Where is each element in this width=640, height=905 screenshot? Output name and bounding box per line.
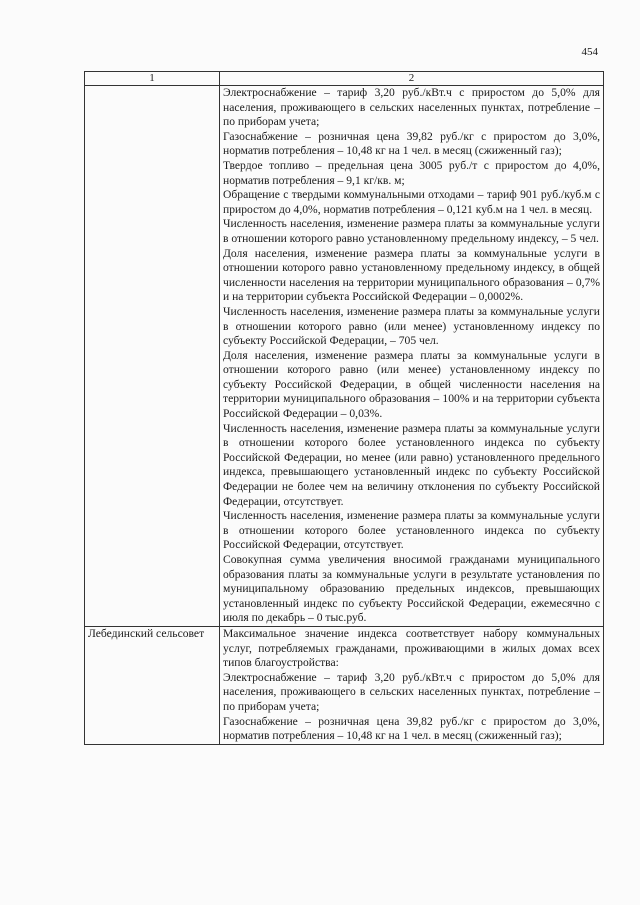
- paragraph-population-below-index: Численность населения, изменение размера платы за коммунальные услуги в отношении которого равно (или менее) установленному индексу по субъекту Российской Федерации, – 705 чел.: [223, 304, 600, 348]
- column-header-1: 1: [85, 72, 220, 86]
- paragraph-population-above: Численность населения, изменение размера платы за коммунальные услуги в отношении которого более установленного индекса по субъекту Российской Федерации, отсутствует.: [223, 509, 600, 552]
- column-header-2: 2: [220, 72, 604, 86]
- paragraph-share-below-index: Доля населения, изменение размера платы за коммунальные услуги в отношении которого равно (или менее) установленному индексу по субъекту Российской Федерации, в общей численности населения на территории муниципального образования – 100% и на территории субъекта Российской Федерации – 0,03%.: [223, 348, 600, 421]
- table-row: [85, 626, 604, 744]
- page-number: 454: [581, 46, 598, 58]
- description-cell: [220, 86, 604, 627]
- municipality-cell: Лебединский сельсовет: [85, 626, 220, 744]
- paragraph-electricity: Электроснабжение – тариф 3,20 руб./кВт.ч с приростом до 5,0% для населения, проживающего в сельских населенных пунктах, потребление – по приборам учета;: [223, 86, 600, 129]
- paragraph-max-index: Максимальное значение индекса соответствует набору коммунальных услуг, потребляемых гражданами, проживающими в жилых домах всех типов благоустройства:: [223, 626, 600, 670]
- municipality-cell: [85, 86, 220, 627]
- table-header-row: [85, 72, 604, 86]
- paragraph-gas: Газоснабжение – розничная цена 39,82 руб./кг с приростом до 3,0%, норматив потребления – 10,48 кг на 1 чел. в месяц (сжиженный газ);: [223, 129, 600, 158]
- paragraph-share-equal-limit: Доля населения, изменение размера платы за коммунальные услуги в отношении которого равно установленному предельному индексу, в общей численности населения на территории муниципального образования – 0,7% и на территории субъекта Российской Федерации – 0,0002%.: [223, 246, 600, 304]
- paragraph-population-equal-limit: Численность населения, изменение размера платы за коммунальные услуги в отношении которого равно установленному предельному индексу, – 5 чел.: [223, 217, 600, 245]
- paragraph-solid-fuel: Твердое топливо – предельная цена 3005 руб./т с приростом до 4,0%, норматив потребления – 9,1 кг/кв. м;: [223, 158, 600, 187]
- description-cell: [220, 626, 604, 744]
- paragraph-gas: Газоснабжение – розничная цена 39,82 руб./кг с приростом до 3,0%, норматив потребления – 10,48 кг на 1 чел. в месяц (сжиженный газ);: [223, 714, 600, 743]
- paragraph-waste: Обращение с твердыми коммунальными отходами – тариф 901 руб./куб.м с приростом до 4,0%, норматив потребления – 0,121 куб.м на 1 чел. в месяц.: [223, 188, 600, 216]
- paragraph-population-between: Численность населения, изменение размера платы за коммунальные услуги в отношении которого более установленного индекса по субъекту Российской Федерации, но менее (или равно) установленного предельного индекса, превышающего установленный индекс по субъекту Российской Федерации не более чем на величину отклонения по субъекту Российской Федерации, отсутствует.: [223, 421, 600, 508]
- table-row: [85, 86, 604, 627]
- paragraph-total-increase: Совокупная сумма увеличения вносимой гражданами муниципального образования платы за коммунальные услуги в результате установления по муниципальному образованию предельных индексов, превышающих установленный индекс по субъекту Российской Федерации, ежемесячно с июля по декабрь – 0 тыс.руб.: [223, 553, 600, 625]
- paragraph-electricity: Электроснабжение – тариф 3,20 руб./кВт.ч с приростом до 5,0% для населения, проживающего в сельских населенных пунктах, потребление – по приборам учета;: [223, 670, 600, 713]
- document-table: [84, 71, 604, 745]
